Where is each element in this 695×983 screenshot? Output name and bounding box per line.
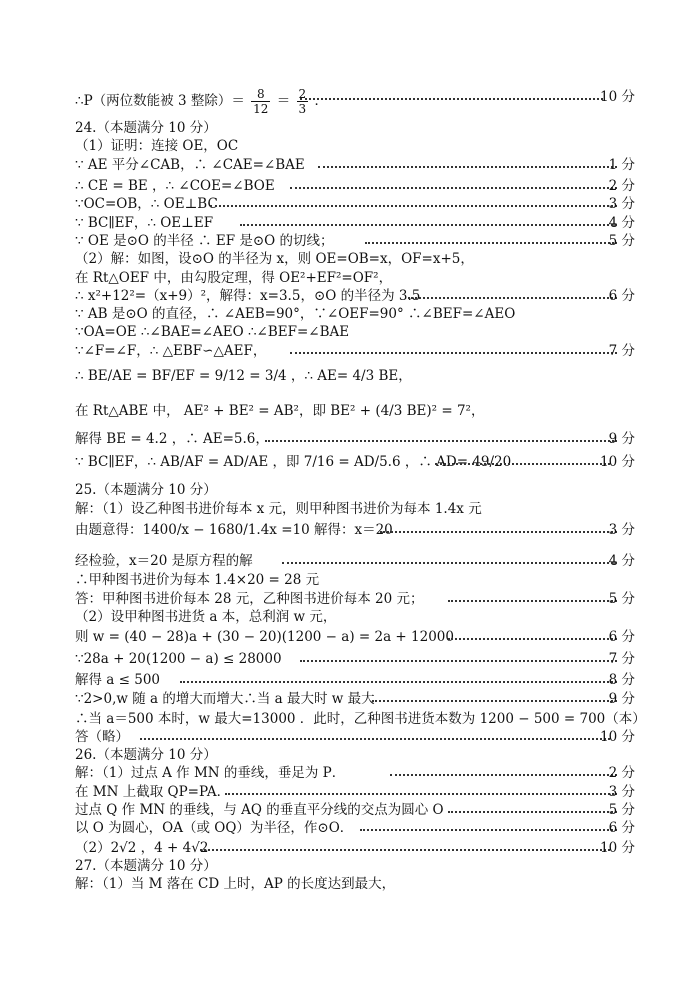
- line-text: 以 O 为圆心，OA（或 OQ）为半径，作⊙O．: [75, 820, 354, 836]
- line-text: ∵2>0,w 随 a 的增大而增大∴当 a 最大时 w 最大: [75, 691, 375, 707]
- line-text: 解得 BE = 4.2 ，∴ AE=5.6，: [75, 431, 269, 447]
- answer-line: [0, 627, 695, 647]
- score-label: 5 分: [608, 591, 635, 607]
- score-label: 6 分: [608, 820, 635, 836]
- score-label: 10 分: [600, 840, 635, 856]
- leader-dots: [390, 774, 617, 776]
- score-label: 3 分: [608, 196, 635, 212]
- line-text: 解：（1）设乙种图书进价每本 x 元，则甲种图书进价为每本 1.4x 元: [75, 501, 482, 517]
- section-heading: [0, 480, 695, 500]
- answer-line: [0, 366, 695, 386]
- leader-dots: [140, 738, 610, 740]
- answer-line: [0, 231, 695, 251]
- answer-line: [0, 176, 695, 196]
- line-text: 过点 Q 作 MN 的垂线，与 AQ 的垂直平分线的交点为圆心 O: [75, 802, 444, 818]
- answer-line: [0, 727, 695, 747]
- leader-dots: [380, 531, 617, 533]
- score-label: 5 分: [608, 233, 635, 249]
- line-text: 在 Rt△OEF 中，由勾股定理，得 OE²+EF²=OF²，: [75, 270, 393, 286]
- line-text: （2）2√2 ，4 + 4√2: [75, 840, 209, 856]
- answer-line: [0, 429, 695, 449]
- answer-line: [0, 649, 695, 669]
- line-text: 26.（本题满分 10 分）: [75, 747, 217, 763]
- score-label: 7 分: [608, 343, 635, 359]
- leader-dots: [180, 681, 617, 683]
- line-text: 解：（1）当 M 落在 CD 上时，AP 的长度达到最大，: [75, 876, 396, 892]
- answer-text-post: ．: [314, 93, 328, 109]
- answer-line: [0, 87, 695, 116]
- leader-dots: [408, 297, 617, 299]
- answer-text: [75, 87, 328, 116]
- score-label: 2 分: [608, 765, 635, 781]
- line-text: 在 MN 上截取 QP=PA．: [75, 784, 231, 800]
- score-label: 7 分: [608, 651, 635, 667]
- fraction: [297, 87, 309, 116]
- line-text: ∴ BE/AE = BF/EF = 9/12 = 3/4 ，∴ AE= 4/3 BE，: [75, 368, 412, 384]
- answer-text-pre: ∴P（两位数能被 3 整除）＝: [75, 93, 245, 109]
- score-label: 9 分: [608, 691, 635, 707]
- leader-dots: [240, 224, 617, 226]
- section-heading: [0, 118, 695, 138]
- line-text: 则 w = (40 − 28)a + (30 − 20)(1200 − a) = 2a + 12000: [75, 629, 454, 645]
- answer-line: [0, 551, 695, 571]
- line-text: 答（略）: [75, 729, 129, 745]
- line-text: ∵ BC∥EF，∴ AB/AF = AD/AE ，即 7/16 = AD/5.6 ，∴ AD= 49/20: [75, 454, 512, 470]
- score-label: 4 分: [608, 215, 635, 231]
- leader-dots: [448, 811, 617, 813]
- score-label: 4 分: [608, 553, 635, 569]
- leader-dots: [360, 829, 617, 831]
- answer-line: [0, 818, 695, 838]
- fraction: [251, 87, 270, 116]
- leader-dots: [300, 660, 617, 662]
- denominator: 3: [298, 102, 307, 116]
- line-text: ∴ x²+12²=（x+9）²，解得：x=3.5，⊙O 的半径为 3.5: [75, 288, 421, 304]
- denominator: 12: [253, 102, 269, 116]
- leader-dots: [200, 849, 610, 851]
- leader-dots: [290, 187, 617, 189]
- answer-line: [0, 670, 695, 690]
- answer-line: [0, 136, 695, 156]
- leader-dots: [365, 242, 617, 244]
- answer-line: [0, 838, 695, 858]
- answer-line: [0, 268, 695, 288]
- line-text: 24.（本题满分 10 分）: [75, 120, 217, 136]
- leader-dots: [372, 700, 617, 702]
- answer-line: [0, 213, 695, 233]
- answer-line: [0, 286, 695, 306]
- score-label: 10 分: [600, 454, 635, 470]
- score-label: 2 分: [608, 178, 635, 194]
- line-text: 由题意得：1400/x − 1680/1.4x =10 解得：x＝20: [75, 522, 393, 538]
- line-text: （2）设甲种图书进货 a 本，总利润 w 元，: [75, 609, 337, 625]
- numerator: 2: [298, 87, 307, 101]
- score-label: 5 分: [608, 802, 635, 818]
- score-label: 1 分: [608, 157, 635, 173]
- line-text: ∵OC=OB，∴ OE⊥BC: [75, 196, 218, 212]
- line-text: 解：（1）过点 A 作 MN 的垂线，垂足为 P．: [75, 765, 346, 781]
- answer-line: [0, 499, 695, 519]
- line-text: 25.（本题满分 10 分）: [75, 482, 217, 498]
- answer-line: [0, 322, 695, 342]
- answer-line: [0, 452, 695, 472]
- answer-line: [0, 570, 695, 590]
- answer-line: [0, 689, 695, 709]
- score-label: 3 分: [608, 784, 635, 800]
- leader-dots: [225, 793, 617, 795]
- leader-dots: [265, 440, 617, 442]
- line-text: ∵OA=OE ∴∠BAE=∠AEO ∴∠BEF=∠BAE: [75, 324, 350, 340]
- leader-dots: [435, 463, 610, 465]
- answer-line: [0, 194, 695, 214]
- line-text: ∵ AE 平分∠CAB，∴ ∠CAE=∠BAE: [75, 157, 305, 173]
- line-text: ∵ OE 是⊙O 的半径 ∴ EF 是⊙O 的切线；: [75, 233, 334, 249]
- answer-line: [0, 401, 695, 421]
- answer-line: [0, 607, 695, 627]
- answer-line: [0, 304, 695, 324]
- answer-line: [0, 520, 695, 540]
- answer-line: [0, 709, 695, 729]
- numerator: 8: [251, 87, 270, 102]
- score-label: 3 分: [608, 522, 635, 538]
- answer-line: [0, 155, 695, 175]
- leader-dots: [448, 600, 617, 602]
- line-text: 解得 a ≤ 500: [75, 672, 161, 688]
- score-label: 8 分: [608, 672, 635, 688]
- line-text: ∴ CE = BE ，∴ ∠COE=∠BOE: [75, 178, 275, 194]
- line-text: ∵ AB 是⊙O 的直径，∴ ∠AEB=90°，∵∠OEF=90° ∴∠BEF=∠AEO: [75, 306, 516, 322]
- leader-dots: [448, 638, 617, 640]
- line-text: ∵28a + 20(1200 − a) ≤ 28000: [75, 651, 282, 667]
- section-heading: [0, 856, 695, 876]
- score-label: 9 分: [608, 431, 635, 447]
- leader-dots: [210, 205, 617, 207]
- answer-line: [0, 341, 695, 361]
- leader-dots: [290, 352, 617, 354]
- line-text: ∴甲种图书进价为每本 1.4×20 = 28 元: [75, 572, 320, 588]
- answer-line: [0, 800, 695, 820]
- line-text: （2）解：如图，设⊙O 的半径为 x，则 OE=OB=x，OF=x+5，: [75, 251, 474, 267]
- answer-line: [0, 249, 695, 269]
- leader-dots: [300, 98, 603, 100]
- line-text: ∵∠F=∠F，∴ △EBF∽△AEF，: [75, 343, 267, 359]
- line-text: （1）证明：连接 OE，OC: [75, 138, 239, 154]
- line-text: 27.（本题满分 10 分）: [75, 858, 217, 874]
- leader-dots: [282, 562, 617, 564]
- equals-sign: ＝: [276, 93, 291, 109]
- score-label: 10 分: [600, 729, 635, 745]
- answer-line: [0, 763, 695, 783]
- score-label: 6 分: [608, 288, 635, 304]
- answer-line: [0, 874, 695, 894]
- answer-line: [0, 782, 695, 802]
- score-label: 6 分: [608, 629, 635, 645]
- line-text: ∵ BC∥EF，∴ OE⊥EF: [75, 215, 214, 231]
- line-text: ∴当 a＝500 本时，w 最大=13000 ．此时，乙种图书进货本数为 1200 − 500 = 700（本）: [75, 711, 646, 727]
- answer-line: [0, 589, 695, 609]
- line-text: 答：甲种图书进价每本 28 元，乙种图书进价每本 20 元；: [75, 591, 424, 607]
- line-text: 在 Rt△ABE 中， AE² + BE² = AB²，即 BE² + (4/3 BE)² = 7²，: [75, 403, 485, 419]
- section-heading: [0, 745, 695, 765]
- leader-dots: [318, 166, 617, 168]
- score-label: 10 分: [600, 89, 635, 105]
- line-text: 经检验，x＝20 是原方程的解: [75, 553, 253, 569]
